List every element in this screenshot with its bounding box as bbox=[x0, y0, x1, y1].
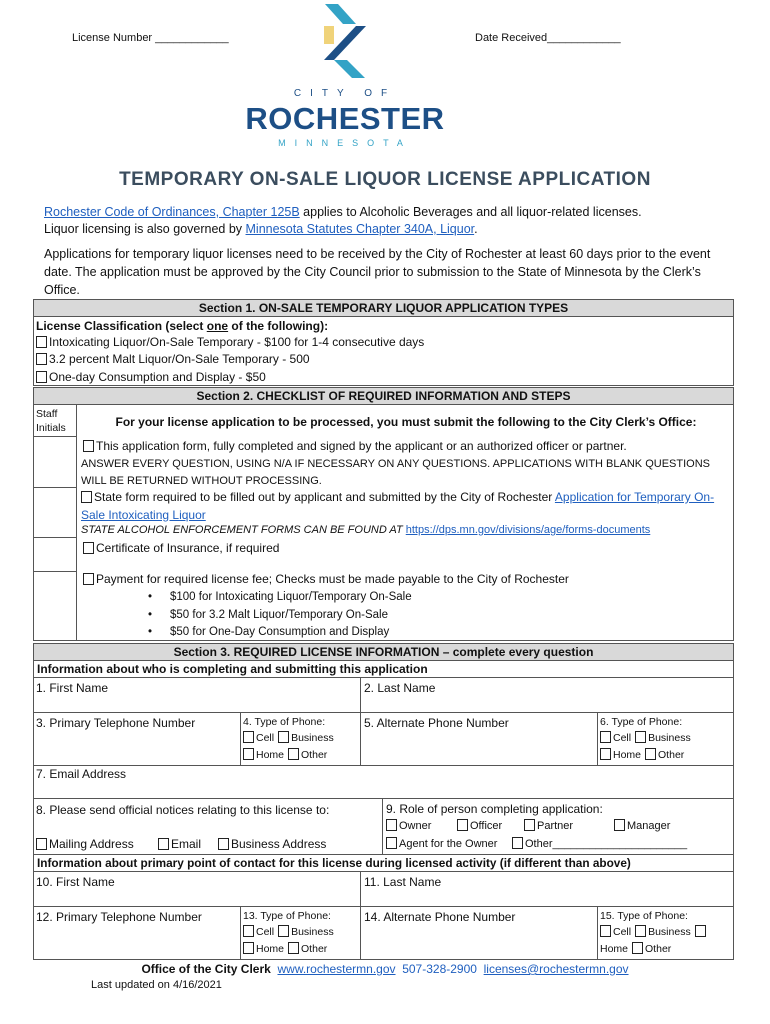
manager-label: Manager bbox=[627, 820, 671, 832]
footer-email-link[interactable]: licenses@rochestermn.gov bbox=[483, 962, 629, 976]
email-field[interactable] bbox=[33, 765, 734, 799]
checkbox-business[interactable] bbox=[278, 925, 289, 937]
checkbox-state-form[interactable] bbox=[81, 491, 92, 503]
phone-type-6-label: 6. Type of Phone: bbox=[600, 716, 683, 728]
partner-label: Partner bbox=[537, 820, 574, 832]
business-label: Business bbox=[291, 732, 334, 744]
email-label: 7. Email Address bbox=[36, 767, 127, 781]
checkbox-other[interactable] bbox=[288, 748, 299, 760]
role-agent[interactable] bbox=[386, 837, 497, 850]
cell-label: Cell bbox=[613, 732, 632, 744]
home-label: Home bbox=[613, 749, 642, 761]
checkbox-one-day[interactable] bbox=[36, 371, 47, 383]
phone-type-4-row1 bbox=[243, 730, 334, 746]
role-other-label: Other______________________ bbox=[525, 838, 688, 850]
cell-label: Cell bbox=[256, 732, 275, 744]
subheading-contact: Information about primary point of contact for this license during licensed activity (if different than above) bbox=[33, 854, 734, 872]
role-owner[interactable] bbox=[386, 819, 431, 832]
fee-item: • $50 for One-Day Consumption and Display bbox=[170, 624, 412, 642]
home-label: Home bbox=[256, 943, 285, 955]
item-state-form-text: State form required to be filled out by applicant and submitted by the City of Rochester bbox=[94, 490, 555, 504]
notice-option-business[interactable] bbox=[218, 837, 326, 851]
intro-line-1 bbox=[44, 203, 734, 221]
contact-last-name-label: 11. Last Name bbox=[364, 875, 442, 889]
checkbox-other[interactable] bbox=[645, 748, 656, 760]
ordinance-link[interactable]: Rochester Code of Ordinances, Chapter 125B bbox=[44, 205, 300, 219]
classification-one: one bbox=[206, 319, 229, 333]
checklist-item-payment bbox=[83, 572, 569, 586]
initials-label: Initials bbox=[36, 422, 66, 434]
notices-label: 8. Please send official notices relating to this license to: bbox=[36, 803, 330, 817]
phone-type-6-row1 bbox=[600, 730, 691, 746]
checkbox-application-form[interactable] bbox=[83, 440, 94, 452]
footer-office: Office of the City Clerk bbox=[141, 962, 271, 976]
cell-label: Cell bbox=[256, 926, 275, 938]
phone-type-6-row2 bbox=[600, 747, 684, 763]
business-address-label: Business Address bbox=[231, 837, 327, 851]
role-label: 9. Role of person completing application: bbox=[386, 802, 603, 816]
checkbox-business[interactable] bbox=[278, 731, 289, 743]
checkbox-cell[interactable] bbox=[600, 925, 611, 937]
notice-option-email[interactable] bbox=[158, 837, 201, 851]
primary-phone-label: 3. Primary Telephone Number bbox=[36, 716, 196, 730]
phone-type-4-label: 4. Type of Phone: bbox=[243, 716, 326, 728]
intro-line-2 bbox=[44, 220, 734, 238]
section-2-instruction: For your license application to be processed, you must submit the following to the City Clerk’s Office: bbox=[115, 415, 697, 429]
footer-phone: 507-328-2900 bbox=[402, 962, 477, 976]
option-one-day-label: One-day Consumption and Display - $50 bbox=[49, 370, 266, 384]
mailing-label: Mailing Address bbox=[49, 837, 134, 851]
role-officer[interactable] bbox=[457, 819, 502, 832]
staff-label: Staff bbox=[36, 408, 58, 420]
notice-option-mailing[interactable] bbox=[36, 837, 134, 851]
staff-row-line bbox=[33, 487, 77, 488]
phone-type-13-row2 bbox=[243, 941, 327, 957]
date-received-field[interactable]: Date Received____________ bbox=[475, 32, 621, 44]
checkbox-intoxicating[interactable] bbox=[36, 336, 47, 348]
alternate-phone-label: 5. Alternate Phone Number bbox=[364, 716, 509, 730]
checkbox-malt[interactable] bbox=[36, 353, 47, 365]
owner-label: Owner bbox=[399, 820, 432, 832]
role-manager[interactable] bbox=[614, 819, 670, 832]
city-logo bbox=[230, 0, 460, 152]
dps-forms-link[interactable]: https://dps.mn.gov/divisions/age/forms-documents bbox=[405, 524, 651, 536]
option-intoxicating[interactable] bbox=[36, 335, 424, 349]
rochester-logo-mark bbox=[230, 0, 460, 80]
first-name-label: 1. First Name bbox=[36, 681, 109, 695]
checkbox-manager[interactable] bbox=[614, 819, 625, 831]
footer-contact bbox=[0, 962, 770, 976]
fee-item: • $50 for 3.2 Malt Liquor/Temporary On-Sale bbox=[170, 607, 412, 625]
agent-label: Agent for the Owner bbox=[399, 838, 498, 850]
state-forms-note bbox=[81, 524, 729, 536]
phone-type-13-label: 13. Type of Phone: bbox=[243, 910, 331, 922]
phone-type-15-label: 15. Type of Phone: bbox=[600, 910, 688, 922]
intro-line-2-end: . bbox=[474, 222, 478, 236]
checkbox-agent[interactable] bbox=[386, 837, 397, 849]
logo-state: MINNESOTA bbox=[278, 138, 412, 148]
checkbox-email[interactable] bbox=[158, 838, 169, 850]
contact-alternate-phone-label: 14. Alternate Phone Number bbox=[364, 910, 516, 924]
page-title: TEMPORARY ON-SALE LIQUOR LICENSE APPLICATION bbox=[119, 169, 651, 190]
last-updated: Last updated on 4/16/2021 bbox=[91, 979, 222, 991]
logo-city-of: CITY OF bbox=[293, 88, 397, 99]
staff-row-line bbox=[33, 571, 77, 572]
business-label: Business bbox=[648, 926, 691, 938]
option-malt[interactable] bbox=[36, 352, 310, 366]
section-1-heading: Section 1. ON-SALE TEMPORARY LIQUOR APPLICATION TYPES bbox=[33, 299, 734, 317]
item-insurance-text: Certificate of Insurance, if required bbox=[96, 541, 280, 555]
other-label: Other bbox=[645, 943, 672, 955]
option-malt-label: 3.2 percent Malt Liquor/On-Sale Temporary - 500 bbox=[49, 352, 310, 366]
phone-type-15-row1 bbox=[600, 924, 708, 940]
footer-website-link[interactable]: www.rochestermn.gov bbox=[277, 962, 396, 976]
checkbox-business[interactable] bbox=[635, 925, 646, 937]
checkbox-cell[interactable] bbox=[243, 925, 254, 937]
checkbox-other[interactable] bbox=[632, 942, 643, 954]
checkbox-insurance[interactable] bbox=[83, 542, 94, 554]
option-intoxicating-label: Intoxicating Liquor/On-Sale Temporary - $100 for 1-4 consecutive days bbox=[49, 335, 425, 349]
phone-type-4-row2 bbox=[243, 747, 327, 763]
checklist-item-state-form bbox=[81, 489, 729, 524]
other-label: Other bbox=[301, 943, 328, 955]
cell-label: Cell bbox=[613, 926, 632, 938]
checkbox-home[interactable] bbox=[243, 748, 254, 760]
checkbox-partner[interactable] bbox=[524, 819, 535, 831]
fee-list bbox=[170, 589, 412, 642]
license-classification-label bbox=[36, 319, 328, 333]
staff-row-line bbox=[33, 436, 77, 437]
checkbox-business[interactable] bbox=[635, 731, 646, 743]
subheading-applicant: Information about who is completing and submitting this application bbox=[33, 660, 734, 678]
contact-primary-phone-label: 12. Primary Telephone Number bbox=[36, 910, 202, 924]
checkbox-cell[interactable] bbox=[600, 731, 611, 743]
checkbox-payment[interactable] bbox=[83, 573, 94, 585]
statutes-link[interactable]: Minnesota Statutes Chapter 340A, Liquor bbox=[245, 222, 475, 236]
classification-text: License Classification (select bbox=[36, 319, 207, 333]
state-form-link[interactable]: Application for Temporary On-Sale Intoxicating Liquor bbox=[81, 490, 715, 522]
checklist-item-application bbox=[83, 438, 723, 455]
home-label: Home bbox=[600, 943, 629, 955]
checklist-item-insurance bbox=[83, 541, 279, 555]
checkbox-business-address[interactable] bbox=[218, 838, 229, 850]
section-3-heading: Section 3. REQUIRED LICENSE INFORMATION – complete every question bbox=[33, 643, 734, 661]
checkbox-role-other[interactable] bbox=[512, 837, 523, 849]
option-one-day[interactable] bbox=[36, 370, 266, 384]
contact-first-name-label: 10. First Name bbox=[36, 875, 115, 889]
intro-line-2-text: Liquor licensing is also governed by bbox=[44, 222, 246, 236]
phone-type-13-row1 bbox=[243, 924, 334, 940]
item-application-text: This application form, fully completed and signed by the applicant or an authorized officer or partner. bbox=[96, 439, 627, 453]
email-option-label: Email bbox=[171, 837, 202, 851]
role-other[interactable] bbox=[512, 837, 687, 850]
checkbox-cell[interactable] bbox=[243, 731, 254, 743]
staff-column-divider bbox=[76, 404, 77, 641]
business-label: Business bbox=[648, 732, 691, 744]
license-number-field[interactable]: License Number ____________ bbox=[72, 32, 229, 44]
logo-city-name: ROCHESTER bbox=[245, 101, 445, 136]
checkbox-other[interactable] bbox=[288, 942, 299, 954]
phone-type-15-row2 bbox=[600, 941, 671, 957]
last-name-label: 2. Last Name bbox=[364, 681, 436, 695]
item-payment-text: Payment for required license fee; Checks must be made payable to the City of Rochester bbox=[96, 572, 569, 586]
role-partner[interactable] bbox=[524, 819, 573, 832]
checkbox-extra[interactable] bbox=[695, 925, 706, 937]
checkbox-mailing[interactable] bbox=[36, 838, 47, 850]
intro-paragraph: Applications for temporary liquor licenses need to be received by the City of Rochester at least 60 days prior to the event date. The application must be approved by the City Council prior to submission to the State of Minnesota by the Clerk’s Office. bbox=[44, 247, 711, 297]
other-label: Other bbox=[301, 749, 328, 761]
checkbox-owner[interactable] bbox=[386, 819, 397, 831]
checklist-warning: ANSWER EVERY QUESTION, USING N/A IF NECESSARY ON ANY QUESTIONS. APPLICATIONS WITH BLANK QUESTIONS WILL BE RETURNED WITHOUT PROCESSING. bbox=[81, 458, 710, 487]
fee-item: • $100 for Intoxicating Liquor/Temporary On-Sale bbox=[170, 589, 412, 607]
other-label: Other bbox=[658, 749, 685, 761]
home-label: Home bbox=[256, 749, 285, 761]
checkbox-home[interactable] bbox=[243, 942, 254, 954]
officer-label: Officer bbox=[470, 820, 503, 832]
checkbox-home[interactable] bbox=[600, 748, 611, 760]
classification-text-end: of the following): bbox=[228, 319, 329, 333]
state-forms-note-text: STATE ALCOHOL ENFORCEMENT FORMS CAN BE FOUND AT bbox=[81, 524, 406, 536]
intro-line-1-text: applies to Alcoholic Beverages and all liquor-related licenses. bbox=[299, 205, 642, 219]
staff-row-line bbox=[33, 537, 77, 538]
section-2-heading: Section 2. CHECKLIST OF REQUIRED INFORMATION AND STEPS bbox=[33, 387, 734, 405]
business-label: Business bbox=[291, 926, 334, 938]
checkbox-officer[interactable] bbox=[457, 819, 468, 831]
